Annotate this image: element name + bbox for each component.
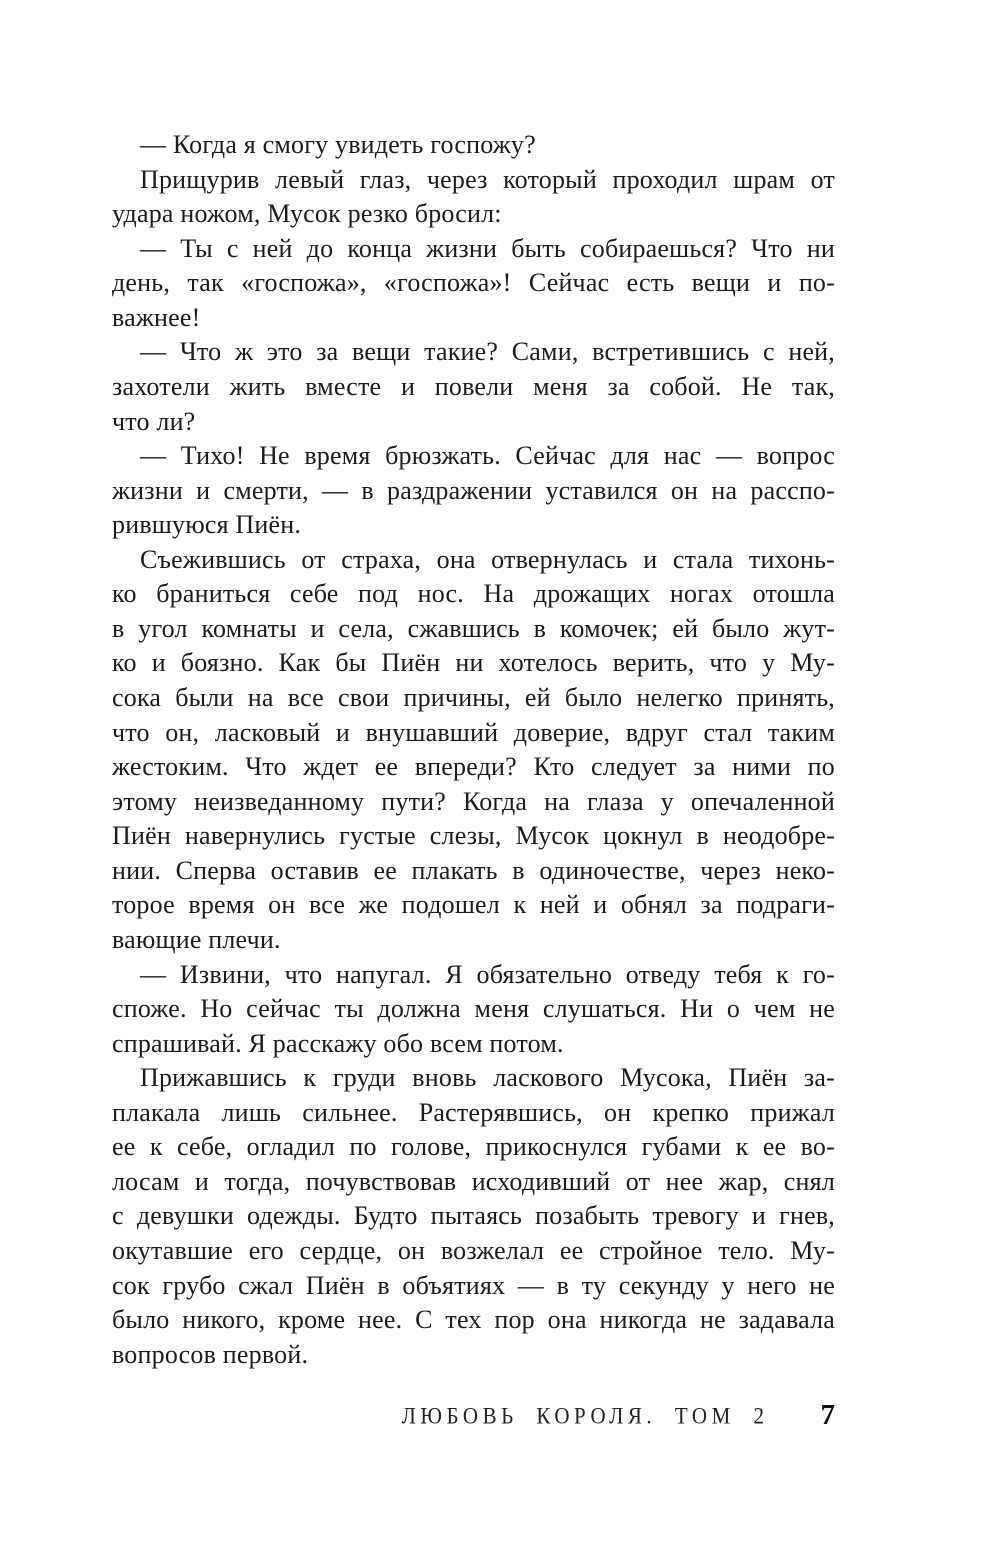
body-line-25: — Извини, что напугал. Я обязательно отведу тебя к го- <box>140 959 835 989</box>
body-line-1: — Когда я смогу увидеть госпожу? <box>140 130 536 159</box>
body-line-22: нии. Сперва оставив ее плакать в одиночестве, через неко- <box>112 855 835 885</box>
page-footer <box>112 1399 835 1432</box>
body-line-4: — Ты с ней до конца жизни быть собираешься? Что ни <box>140 233 835 263</box>
body-line-26: споже. Но сейчас ты должна меня слушаться. Ни о чем не <box>112 994 835 1024</box>
body-line-29: плакала лишь сильнее. Растерявшись, он крепко прижал <box>112 1097 835 1127</box>
body-line-28: Прижавшись к груди вновь ласкового Мусока, Пиён за- <box>140 1063 835 1093</box>
body-line-8: захотели жить вместе и повели меня за собой. Не так, <box>112 371 835 401</box>
body-line-14: ко браниться себе под нос. На дрожащих ногах отошла <box>112 579 835 609</box>
body-line-13: Съежившись от страха, она отвернулась и стала тихонь- <box>140 544 835 574</box>
body-line-10: — Тихо! Не время брюзжать. Сейчас для нас — вопрос <box>140 441 835 471</box>
body-line-20: этому неизведанному пути? Когда на глаза у опечаленной <box>112 786 835 816</box>
page-number: 7 <box>820 1399 835 1431</box>
body-line-11: жизни и смерти, — в раздражении уставился он на расспо- <box>112 475 835 505</box>
body-line-2: Прищурив левый глаз, через который проходил шрам от <box>140 164 835 194</box>
body-line-36: вопросов первой. <box>112 1339 309 1369</box>
body-line-18: что он, ласковый и внушавший доверие, вдруг стал таким <box>112 717 835 747</box>
body-line-24: вающие плечи. <box>112 924 281 954</box>
body-line-5: день, так «госпожа», «госпожа»! Сейчас есть вещи и по- <box>112 268 835 298</box>
body-line-35: было никого, кроме нее. С тех пор она никогда не задавала <box>112 1305 835 1335</box>
body-line-19: жестоким. Что ждет ее впереди? Кто следует за ними по <box>112 752 835 782</box>
body-line-27: спрашивай. Я расскажу обо всем потом. <box>112 1028 564 1058</box>
body-line-12: рившуюся Пиён. <box>112 510 302 540</box>
body-line-31: лосам и тогда, почувствовав исходивший от нее жар, снял <box>112 1166 835 1196</box>
body-line-3: удара ножом, Мусок резко бросил: <box>112 199 502 229</box>
body-line-17: сока были на все свои причины, ей было нелегко принять, <box>112 683 835 712</box>
body-line-7: — Что ж это за вещи такие? Сами, встретившись с ней, <box>140 337 835 367</box>
body-line-21: Пиён навернулись густые слезы, Мусок цокнул в неодобре- <box>112 821 835 851</box>
body-line-6: важнее! <box>112 302 201 332</box>
page-body <box>112 128 835 1372</box>
body-line-9: что ли? <box>112 406 196 436</box>
body-line-30: ее к себе, огладил по голове, прикоснулся губами к ее во- <box>112 1132 835 1162</box>
body-line-15: в угол комнаты и села, сжавшись в комочек; ей было жут- <box>112 613 835 643</box>
body-line-23: торое время он все же подошел к ней и обнял за подраги- <box>112 890 835 920</box>
body-line-16: ко и боязно. Как бы Пиён ни хотелось верить, что у Му- <box>112 648 835 678</box>
body-line-32: с девушки одежды. Будто пытаясь позабыть тревогу и гнев, <box>112 1201 835 1231</box>
body-line-34: сок грубо сжал Пиён в объятиях — в ту секунду у него не <box>112 1270 835 1300</box>
body-line-33: окутавшие его сердце, он возжелал ее стройное тело. Му- <box>112 1236 835 1265</box>
running-title: ЛЮБОВЬ КОРОЛЯ. ТОМ 2 <box>401 1403 769 1429</box>
